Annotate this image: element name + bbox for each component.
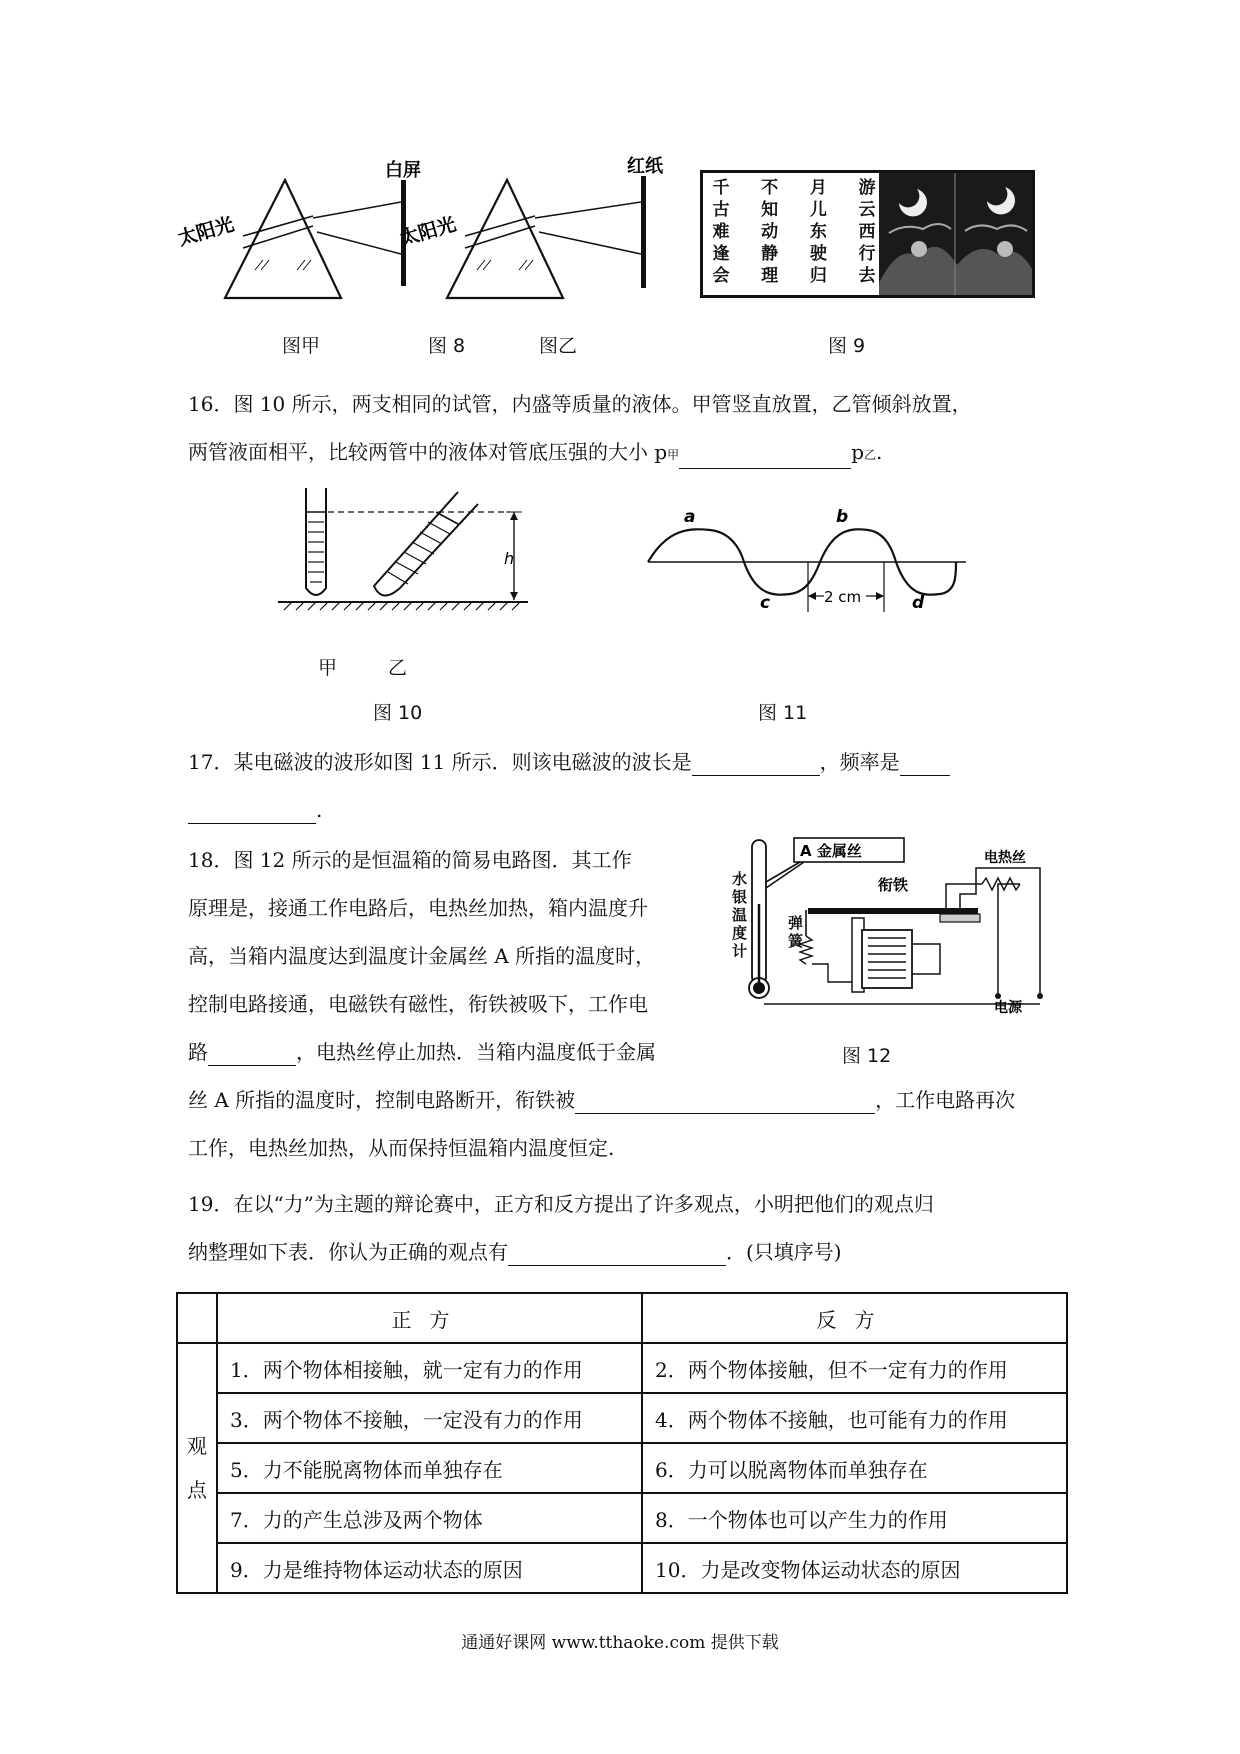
q18-text-a: 路 <box>188 1040 208 1064</box>
fig8-right-screen-label: 红纸 <box>627 156 663 177</box>
fig11-caption: 图 11 <box>758 702 808 724</box>
fig10-height-label: h <box>504 549 515 568</box>
figure-11-wave <box>648 500 968 625</box>
page-footer: 通通好课网 www.tthaoke.com 提供下载 <box>461 1633 779 1653</box>
con-opinion-8: 8．一个物体也可以产生力的作用 <box>642 1493 1067 1543</box>
poem-column: 不知动静理 <box>761 178 779 286</box>
q18-line2: 原理是，接通工作电路后，电热丝加热，箱内温度升 <box>188 896 648 920</box>
q16-line1: 16．图 10 所示，两支相同的试管，内盛等质量的液体。甲管竖直放置，乙管倾斜放置， <box>188 392 972 416</box>
fig9-caption: 图 9 <box>828 335 866 357</box>
q18-line4: 控制电路接通，电磁铁有磁性，衔铁被吸下，工作电 <box>188 992 648 1016</box>
poem-columns <box>711 177 877 291</box>
q18-line7: 工作，电热丝加热，从而保持恒温箱内温度恒定. <box>188 1136 615 1160</box>
con-opinion-4: 4．两个物体不接触，也可能有力的作用 <box>642 1393 1067 1443</box>
table-row <box>177 1493 1067 1543</box>
fig10-label-jia: 甲 <box>318 657 338 679</box>
q18-line5 <box>188 1038 656 1066</box>
fig11-point-d: d <box>912 593 925 613</box>
figure-8-prism-diagram <box>175 156 705 310</box>
header-pro: 正方 <box>217 1293 642 1343</box>
fig11-point-b: b <box>836 507 849 527</box>
fig8-left-caption: 图甲 <box>282 335 321 357</box>
fig12-thermometer-text: 水银温度计 <box>732 870 748 960</box>
table-row <box>177 1343 1067 1393</box>
q17-line1 <box>188 748 950 776</box>
q19-text-a: 纳整理如下表．你认为正确的观点有 <box>188 1240 508 1264</box>
row-header-viewpoint <box>177 1343 217 1593</box>
pro-opinion-1: 1．两个物体相接触，就一定有力的作用 <box>217 1343 642 1393</box>
con-opinion-6: 6．力可以脱离物体而单独存在 <box>642 1443 1067 1493</box>
table-row <box>177 1393 1067 1443</box>
q17-wavelength-blank[interactable] <box>692 753 820 776</box>
q18-line1: 18．图 12 所示的是恒温箱的简易电路图．其工作 <box>188 848 632 872</box>
table-row <box>177 1543 1067 1593</box>
q18-text-d: ，工作电路再次 <box>875 1088 1016 1112</box>
row-header-char: 观 <box>187 1434 207 1458</box>
pro-opinion-9: 9．力是维持物体运动状态的原因 <box>217 1543 642 1593</box>
q18-armature-blank[interactable] <box>575 1091 875 1114</box>
pro-opinion-3: 3．两个物体不接触，一定没有力的作用 <box>217 1393 642 1443</box>
con-opinion-2: 2．两个物体接触，但不一定有力的作用 <box>642 1343 1067 1393</box>
con-opinion-10: 10．力是改变物体运动状态的原因 <box>642 1543 1067 1593</box>
q16-text: 两管液面相平，比较两管中的液体对管底压强的大小 p <box>188 440 668 464</box>
q16-end: . <box>876 440 883 464</box>
pro-opinion-5: 5．力不能脱离物体而单独存在 <box>217 1443 642 1493</box>
q17-frequency-blank-part1[interactable] <box>900 753 950 776</box>
fig12-armature-label: 衔铁 <box>878 876 909 894</box>
q17-text-a: 17．某电磁波的波形如图 11 所示．则该电磁波的波长是 <box>188 750 692 774</box>
fig12-spring-text: 弹簧 <box>788 914 804 950</box>
fig11-point-a: a <box>684 507 696 527</box>
table-row <box>177 1443 1067 1493</box>
q19-text-b: ．(只填序号) <box>726 1240 842 1264</box>
fig11-point-c: c <box>760 593 771 613</box>
q18-line3: 高，当箱内温度达到温度计金属丝 A 所指的温度时， <box>188 944 656 968</box>
fig10-caption: 图 10 <box>373 702 423 724</box>
q18-text-b: ，电热丝停止加热．当箱内温度低于金属 <box>296 1040 656 1064</box>
q18-line6 <box>188 1086 1015 1114</box>
table-corner-cell <box>177 1293 217 1343</box>
figure-12-thermostat-circuit <box>728 834 1048 1014</box>
pro-opinion-7: 7．力的产生总涉及两个物体 <box>217 1493 642 1543</box>
poem-column: 月儿东驶归 <box>809 178 827 286</box>
q17-line2 <box>188 796 322 824</box>
table-header-row <box>177 1293 1067 1343</box>
fig12-heating-wire-label: 电热丝 <box>984 850 1026 866</box>
figure-10-test-tubes <box>278 488 548 618</box>
q16-line2 <box>188 438 882 469</box>
q16-answer-blank[interactable] <box>679 446 851 469</box>
header-con: 反方 <box>642 1293 1067 1343</box>
q19-line1: 19．在以“力”为主题的辩论赛中，正方和反方提出了许多观点，小明把他们的观点归 <box>188 1192 934 1216</box>
fig8-left-light-label: 太阳光 <box>175 213 237 251</box>
q16-sub-jia: 甲 <box>667 448 680 462</box>
fig10-label-yi: 乙 <box>388 657 408 679</box>
fig8-right-caption: 图乙 <box>539 335 578 357</box>
q17-frequency-blank-part2[interactable] <box>188 801 316 824</box>
fig8-right-light-label: 太阳光 <box>397 213 459 251</box>
q17-text-b: ，频率是 <box>819 750 900 774</box>
q17-end: . <box>316 798 323 822</box>
poem-column: 游云西行去 <box>858 178 876 286</box>
fig8-caption: 图 8 <box>428 335 466 357</box>
fig12-metal-wire-label: A 金属丝 <box>800 842 862 860</box>
night-sky-illustration <box>879 173 1032 295</box>
q16-p: p <box>851 440 864 464</box>
row-header-char: 点 <box>187 1478 207 1502</box>
fig12-power-label: 电源 <box>994 1000 1022 1016</box>
q19-answer-blank[interactable] <box>508 1243 726 1266</box>
q16-sub-yi: 乙 <box>864 448 877 462</box>
fig12-caption: 图 12 <box>842 1045 892 1067</box>
q18-work-circuit-blank[interactable] <box>208 1043 296 1066</box>
fig8-left-screen-label: 白屏 <box>385 160 421 181</box>
fig11-distance-label: 2 cm <box>824 588 862 606</box>
opinion-table <box>176 1292 1068 1594</box>
q19-line2 <box>188 1238 842 1266</box>
q18-text-c: 丝 A 所指的温度时，控制电路断开，衔铁被 <box>188 1088 576 1112</box>
poem-column: 千古难逢会 <box>712 178 730 286</box>
figure-9-poem-panel <box>700 170 1035 298</box>
